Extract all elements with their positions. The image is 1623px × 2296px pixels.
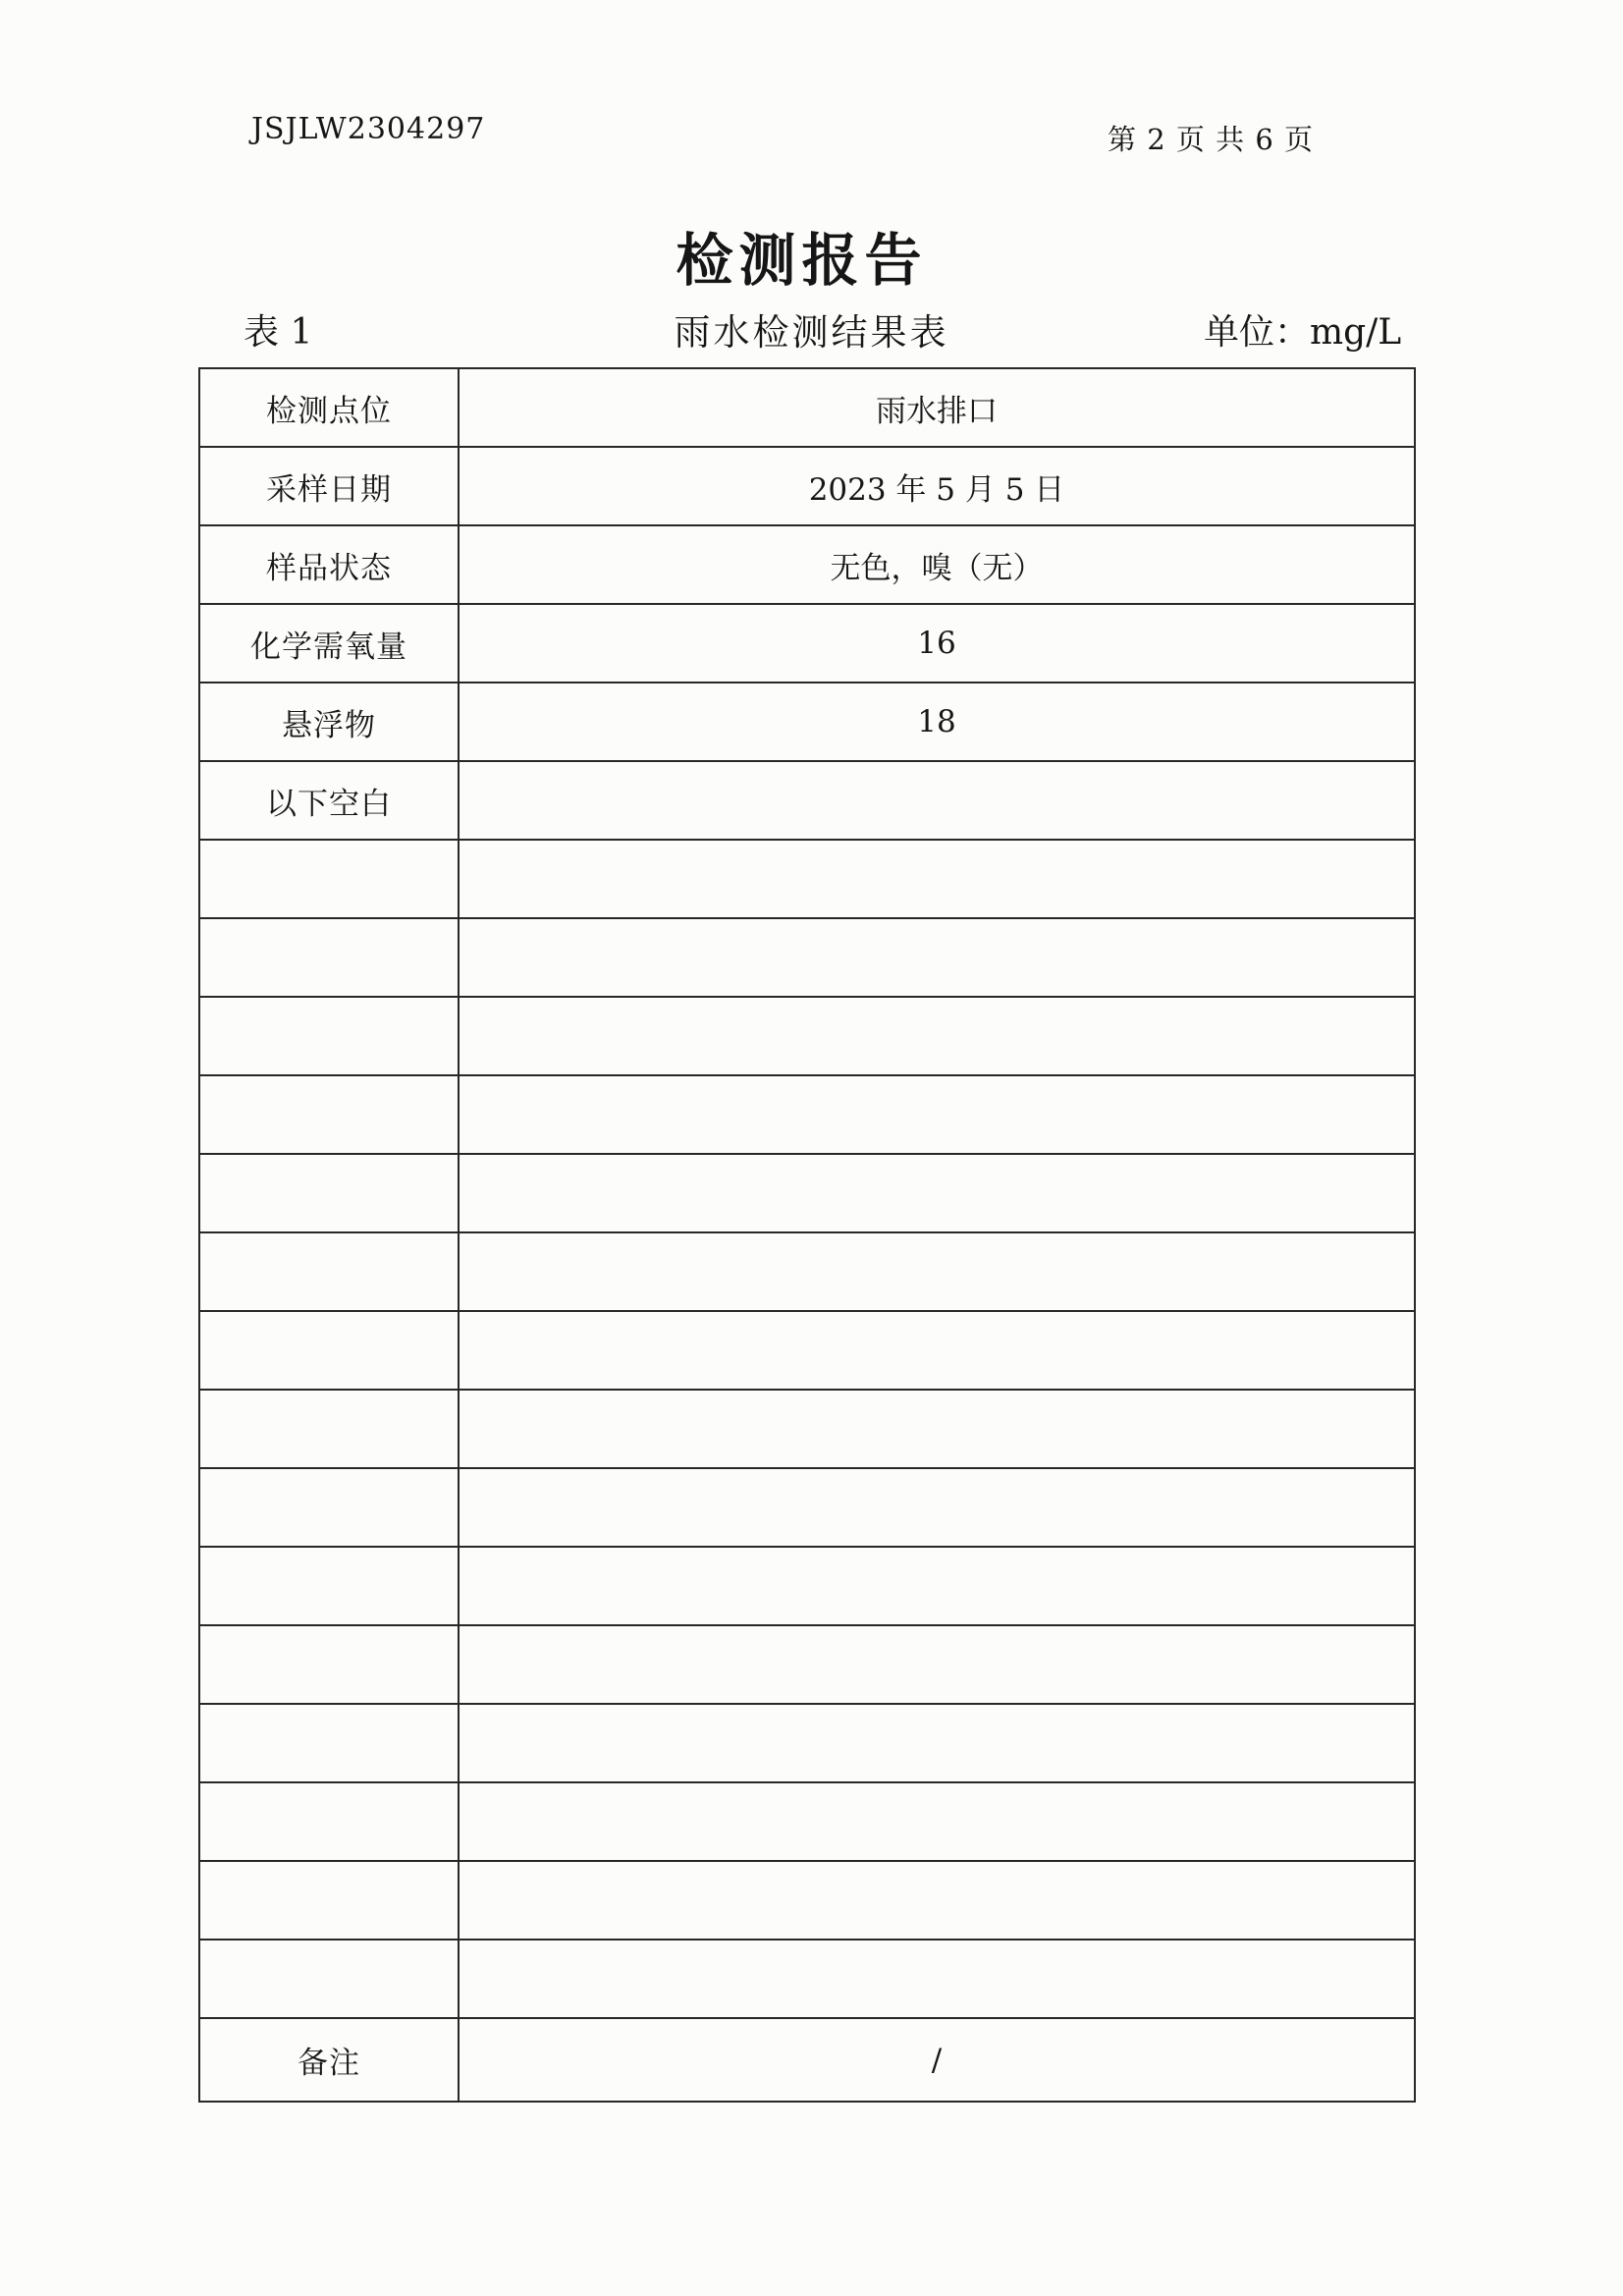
row-value-cell xyxy=(459,1625,1415,1704)
table-row xyxy=(199,2018,1415,2102)
row-label-cell xyxy=(199,918,459,997)
row-value-cell xyxy=(459,918,1415,997)
row-label-cell: 悬浮物 xyxy=(199,683,459,761)
table-row xyxy=(199,604,1415,683)
row-value-cell xyxy=(459,1704,1415,1782)
row-label-cell xyxy=(199,1547,459,1625)
table-row xyxy=(199,1154,1415,1232)
table-row xyxy=(199,447,1415,525)
table-caption: 雨水检测结果表 xyxy=(674,311,949,354)
table-row xyxy=(199,840,1415,918)
table-row xyxy=(199,1547,1415,1625)
row-value-cell: 18 xyxy=(459,683,1415,761)
row-value-cell: 无色，嗅（无） xyxy=(459,525,1415,604)
row-label-cell xyxy=(199,1468,459,1547)
row-value-cell xyxy=(459,1154,1415,1232)
table-row xyxy=(199,1782,1415,1861)
row-value-cell xyxy=(459,1390,1415,1468)
row-label-cell: 备注 xyxy=(199,2018,459,2102)
row-label-cell xyxy=(199,1390,459,1468)
page-indicator: 第 2 页 共 6 页 xyxy=(1108,123,1314,156)
table-row xyxy=(199,1075,1415,1154)
results-table-body xyxy=(199,368,1415,2102)
table-row xyxy=(199,1625,1415,1704)
row-value-cell xyxy=(459,1468,1415,1547)
unit-label: 单位：mg/L xyxy=(1204,312,1402,353)
row-value-cell xyxy=(459,840,1415,918)
table-number-label: 表 1 xyxy=(243,312,313,353)
row-label-cell xyxy=(199,1940,459,2018)
row-label-cell xyxy=(199,840,459,918)
table-row xyxy=(199,918,1415,997)
row-label-cell xyxy=(199,1704,459,1782)
row-label-cell: 检测点位 xyxy=(199,368,459,447)
row-label-cell xyxy=(199,1311,459,1390)
row-value-cell: 2023 年 5 月 5 日 xyxy=(459,447,1415,525)
row-label-cell: 样品状态 xyxy=(199,525,459,604)
table-row xyxy=(199,525,1415,604)
row-value-cell xyxy=(459,761,1415,840)
table-row xyxy=(199,368,1415,447)
table-row xyxy=(199,1311,1415,1390)
row-value-cell xyxy=(459,1311,1415,1390)
row-label-cell xyxy=(199,1154,459,1232)
row-label-cell: 采样日期 xyxy=(199,447,459,525)
table-row xyxy=(199,1390,1415,1468)
row-label-cell xyxy=(199,1075,459,1154)
report-number: JSJLW2304297 xyxy=(251,112,486,146)
row-label-cell xyxy=(199,1861,459,1940)
table-row xyxy=(199,997,1415,1075)
row-value-cell xyxy=(459,1547,1415,1625)
table-row xyxy=(199,761,1415,840)
row-label-cell: 以下空白 xyxy=(199,761,459,840)
row-label-cell xyxy=(199,1232,459,1311)
row-value-cell xyxy=(459,1075,1415,1154)
row-value-cell: 16 xyxy=(459,604,1415,683)
row-value-cell xyxy=(459,1232,1415,1311)
row-value-cell: 雨水排口 xyxy=(459,368,1415,447)
row-label-cell xyxy=(199,1782,459,1861)
row-label-cell: 化学需氧量 xyxy=(199,604,459,683)
row-value-cell xyxy=(459,1861,1415,1940)
table-row xyxy=(199,683,1415,761)
row-value-cell: / xyxy=(459,2018,1415,2102)
table-row xyxy=(199,1940,1415,2018)
row-value-cell xyxy=(459,1940,1415,2018)
row-value-cell xyxy=(459,1782,1415,1861)
results-table xyxy=(198,367,1416,2103)
table-row xyxy=(199,1704,1415,1782)
table-row xyxy=(199,1468,1415,1547)
row-label-cell xyxy=(199,1625,459,1704)
table-row xyxy=(199,1861,1415,1940)
row-value-cell xyxy=(459,997,1415,1075)
table-row xyxy=(199,1232,1415,1311)
row-label-cell xyxy=(199,997,459,1075)
page-title: 检测报告 xyxy=(676,227,928,294)
